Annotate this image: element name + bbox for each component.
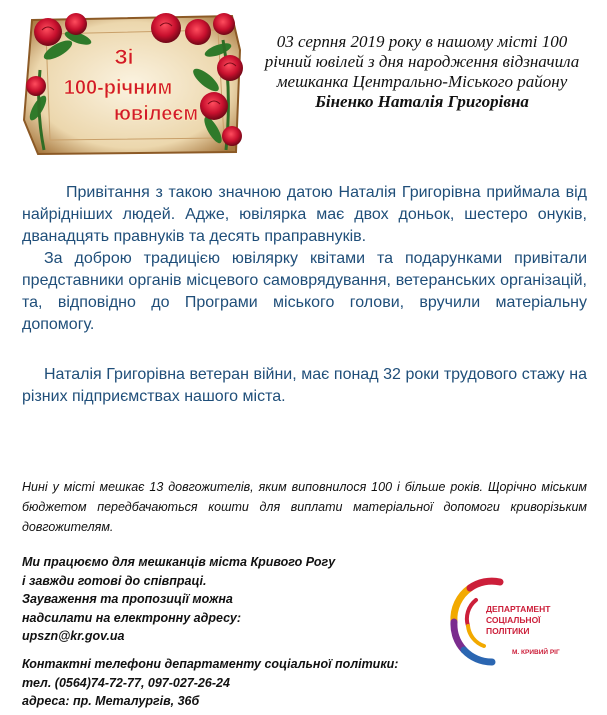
logo-text-line3: ПОЛІТИКИ [486,626,530,636]
logo-text-line1: ДЕПАРТАМЕНТ [486,604,551,614]
contact-block [22,553,442,646]
body-paragraph-2: За доброю традицією ювілярку квітами та подарунками привітали представники органів місцевого самоврядування, ветеранських організацій, та, відповідно до Програми міського голови, вручили матеріальну допомогу. [22,250,587,333]
contact-line: Ми працюємо для мешканців міста Кривого Рогу [22,555,336,569]
logo-text-line2: СОЦІАЛЬНОЇ [486,615,541,625]
phones-numbers: тел. (0564)74-72-77, 097-027-26-24 [22,675,230,690]
card-text-line3: ювілеєм [113,103,199,125]
card-text-line2: 100-річним [63,77,173,99]
card-text-line1: Зі [114,46,134,69]
contact-line: надсилати на електронну адресу: [22,610,241,625]
greeting-card-image [18,10,246,158]
headline-text: 03 серпня 2019 року в нашому місті 100 річний ювілей з дня народження відзначила мешканка Центрально-Міського району [264,32,580,91]
phones-title: Контактні телефони департаменту соціальної політики: [22,657,399,671]
phones-block [22,655,442,711]
address: адреса: пр. Металургів, 36б [22,694,200,708]
logo-city: М. КРИВИЙ РІГ [512,649,560,656]
contact-line: і завжди готові до співпраці. [22,573,207,588]
contact-email[interactable]: upszn@kr.gov.ua [22,629,125,643]
body-paragraph-1: Привітання з такою значною датою Наталія Григорівна приймала від найрідніших людей. Адже, ювілярка має двох доньок, шестеро онуків, дванадцять правнуків та десять праправнуків. [22,184,587,245]
longevity-note: Нині у місті мешкає 13 довгожителів, яким виповнилося 100 і більше років. Щорічно міським бюджетом передбачаються кошти для виплати матеріальної допомоги криворізьким довгожителям. [22,480,587,534]
headline [252,32,592,112]
department-logo [440,576,590,668]
body-paragraph-3: Наталія Григорівна ветеран війни, має понад 32 роки трудового стажу на різних підприємствах нашого міста. [22,366,587,405]
jubilee-person-name: Біненко Наталія Григорівна [315,92,529,111]
contact-line: Зауваження та пропозиції можна [22,592,233,606]
